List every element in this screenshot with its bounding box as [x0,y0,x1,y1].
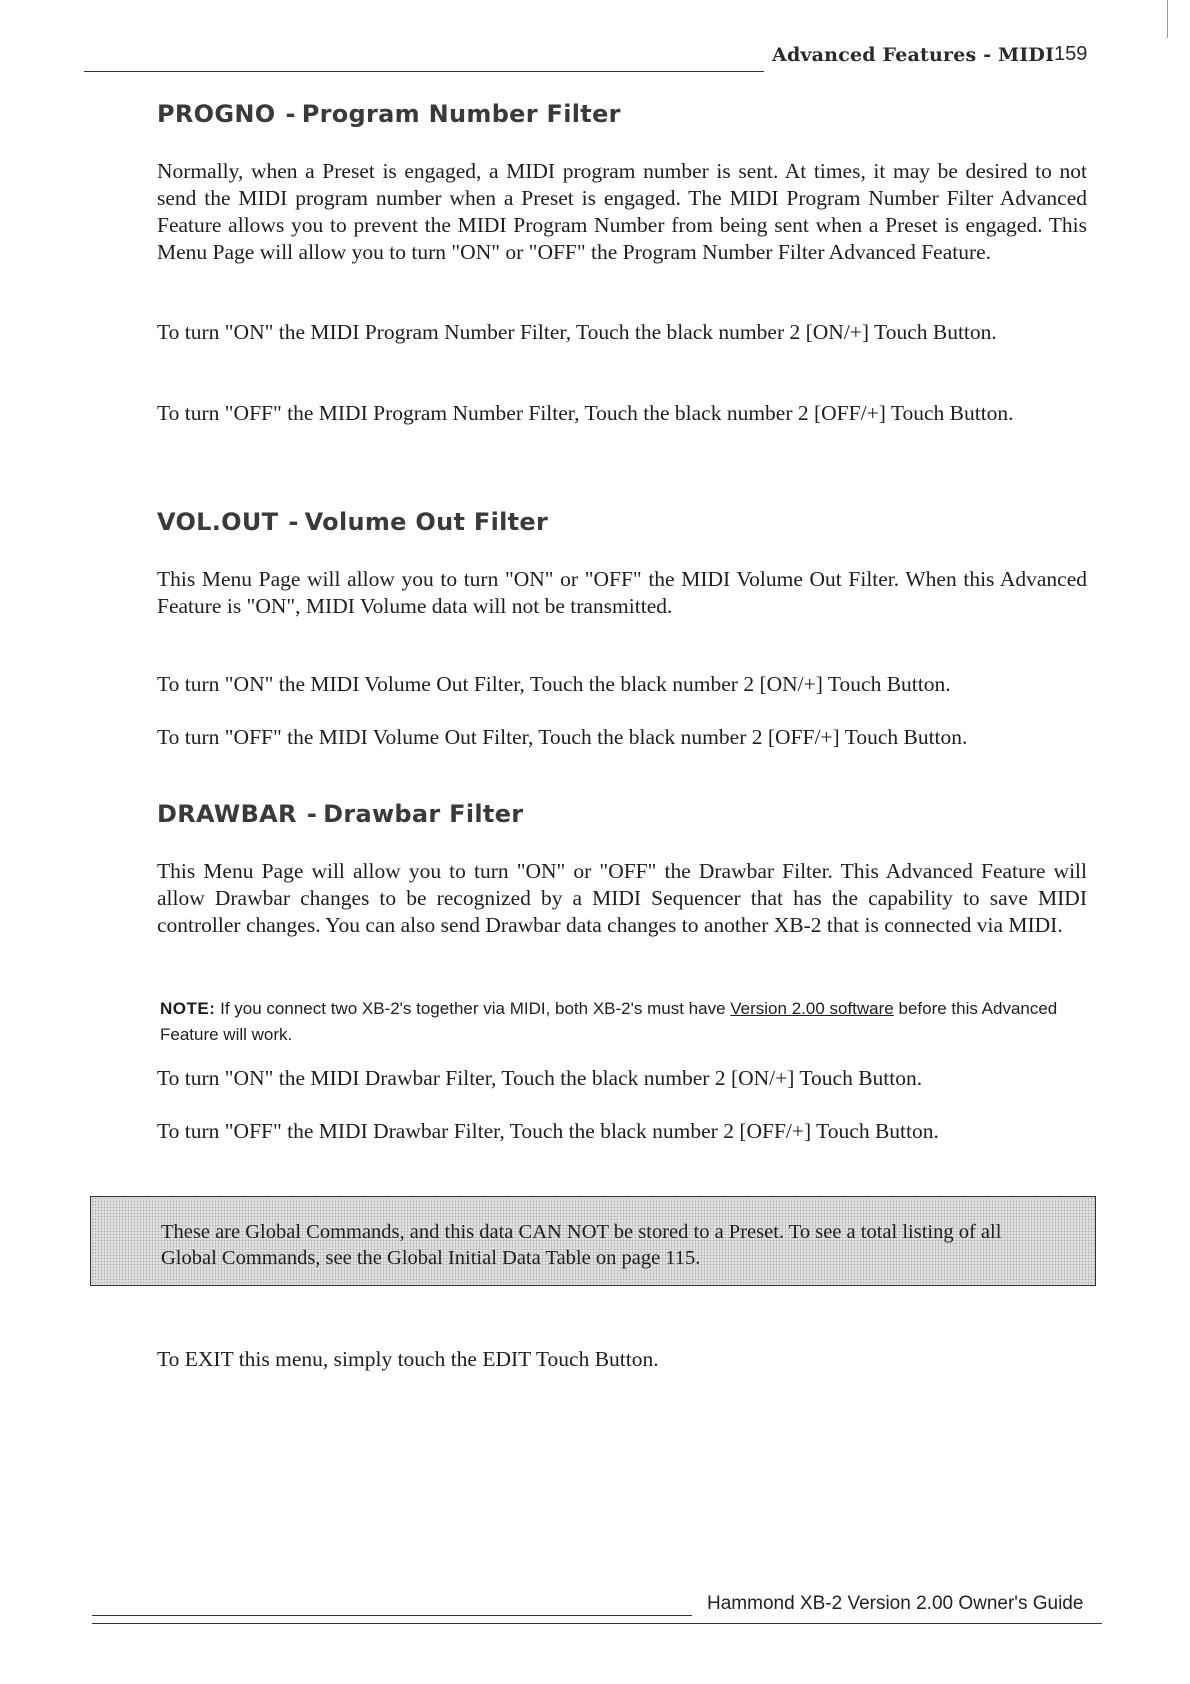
running-head: Advanced Features - MIDI [772,44,1055,66]
footer-rule-long [92,1623,1102,1624]
note-label: NOTE: [160,999,216,1018]
section-code: VOL.OUT [157,508,279,536]
section-heading-progno [157,100,621,128]
note-text-after: before this Advanced Feature will work. [160,999,1058,1044]
drawbar-paragraph-on: To turn "ON" the MIDI Drawbar Filter, Touch the black number 2 [ON/+] Touch Button. [157,1066,923,1090]
exit-instruction: To EXIT this menu, simply touch the EDIT Touch Button. [157,1347,659,1371]
progno-paragraph-on: To turn "ON" the MIDI Program Number Filter, Touch the black number 2 [ON/+] Touch Button. [157,320,997,344]
section-heading-volout [157,508,548,536]
section-heading-drawbar [157,800,523,828]
progno-paragraph-off: To turn "OFF" the MIDI Program Number Filter, Touch the black number 2 [OFF/+] Touch Button. [157,401,1014,425]
page-number: 159 [1054,43,1088,65]
section-code: PROGNO [157,100,276,128]
header-rule [84,71,764,72]
global-commands-box [90,1196,1096,1286]
note-text-before: If you connect two XB-2's together via MIDI, both XB-2's must have [220,999,726,1018]
volout-paragraph-on: To turn "ON" the MIDI Volume Out Filter, Touch the black number 2 [ON/+] Touch Button. [157,672,951,696]
volout-paragraph-intro: This Menu Page will allow you to turn "ON" or "OFF" the MIDI Volume Out Filter. When this Advanced Feature is "ON", MIDI Volume data will not be transmitted. [157,567,1087,618]
section-code: DRAWBAR [157,800,297,828]
section-title: Drawbar Filter [323,800,524,828]
section-dash: - [288,508,299,536]
progno-paragraph-intro: Normally, when a Preset is engaged, a MIDI program number is sent. At times, it may be desired to not send the MIDI program number when a Preset is engaged. The MIDI Program Number Filter Advanced Feature allows you to prevent the MIDI Program Number from being sent when a Preset is engaged. This Menu Page will allow you to turn "ON" or "OFF" the Program Number Filter Advanced Feature. [157,159,1087,264]
section-dash: - [306,800,318,828]
page-edge-line [1167,0,1168,38]
drawbar-paragraph-intro: This Menu Page will allow you to turn "ON" or "OFF" the Drawbar Filter. This Advanced Feature will allow Drawbar changes to be recognized by a MIDI Sequencer that has the capability to save MIDI controller changes. You can also send Drawbar data changes to another XB-2 that is connected via MIDI. [157,859,1087,937]
global-commands-text: These are Global Commands, and this data CAN NOT be stored to a Preset. To see a total listing of all Global Commands, see the Global Initial Data Table on page 115. [161,1221,1002,1269]
section-title: Volume Out Filter [304,508,549,536]
footer-title: Hammond XB-2 Version 2.00 Owner's Guide [707,1593,1084,1614]
drawbar-note [160,996,1090,1048]
section-dash: - [285,100,296,128]
volout-paragraph-off: To turn "OFF" the MIDI Volume Out Filter, Touch the black number 2 [OFF/+] Touch Button. [157,725,968,749]
section-title: Program Number Filter [301,100,621,128]
footer-rule-short [92,1615,692,1616]
drawbar-paragraph-off: To turn "OFF" the MIDI Drawbar Filter, Touch the black number 2 [OFF/+] Touch Button. [157,1119,939,1143]
note-underlined-text: Version 2.00 software [730,999,894,1018]
